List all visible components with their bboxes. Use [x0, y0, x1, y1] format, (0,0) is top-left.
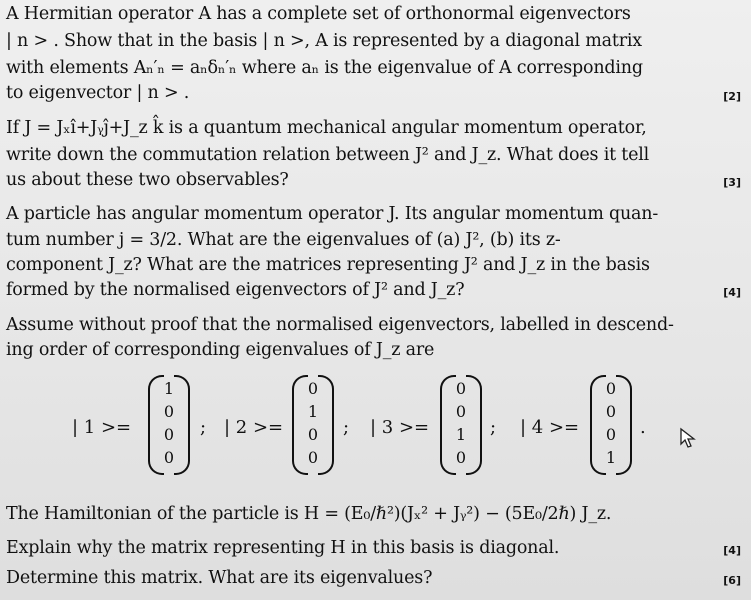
separator: . — [640, 417, 646, 438]
q1-line-4: to eigenvector | n > . — [6, 83, 190, 103]
ket-2-label: | 2 >= — [224, 417, 284, 438]
separator: ; — [200, 417, 207, 438]
component: 1 — [455, 425, 467, 444]
component: 1 — [163, 379, 175, 398]
q1-line-3: with elements Aₙ′ₙ = aₙδₙ′ₙ where aₙ is the eigenvalue of A corresponding — [6, 58, 643, 78]
separator: ; — [490, 417, 497, 438]
q1-mark: [2] — [723, 90, 741, 103]
q5-line-2: Determine this matrix. What are its eigenvalues? — [6, 568, 433, 588]
component: 0 — [605, 425, 617, 444]
q5-line-1: Explain why the matrix representing H in this basis is diagonal. — [6, 538, 560, 558]
component: 0 — [605, 402, 617, 421]
q5-mark-2: [6] — [723, 574, 741, 587]
component: 0 — [163, 402, 175, 421]
mouse-pointer-icon — [679, 427, 697, 449]
component: 0 — [307, 425, 319, 444]
separator: ; — [343, 417, 350, 438]
component: 0 — [163, 425, 175, 444]
q3-line-3: component J_z? What are the matrices representing J² and J_z in the basis — [6, 255, 650, 275]
eigenvector-2 — [292, 375, 334, 475]
q2-mark: [3] — [723, 176, 741, 189]
q3-line-4: formed by the normalised eigenvectors of J² and J_z? — [6, 280, 465, 300]
component: 1 — [307, 402, 319, 421]
q2-line-1: If J = Jₓî+Jᵧĵ+J_z k̂ is a quantum mechanical angular momentum operator, — [6, 118, 647, 138]
eigenvector-4 — [590, 375, 632, 475]
ket-3-label: | 3 >= — [370, 417, 430, 438]
component: 1 — [605, 448, 617, 467]
ket-1-label: | 1 >= — [72, 417, 132, 438]
eigenvector-3 — [440, 375, 482, 475]
q3-line-2: tum number j = 3/2. What are the eigenvalues of (a) J², (b) its z- — [6, 230, 561, 250]
component: 0 — [455, 448, 467, 467]
q3-line-1: A particle has angular momentum operator J. Its angular momentum quan- — [6, 204, 659, 224]
q3-mark: [4] — [723, 286, 741, 299]
component: 0 — [307, 379, 319, 398]
q1-line-2: | n > . Show that in the basis | n >, A is represented by a diagonal matrix — [6, 31, 642, 51]
eigenvector-row — [0, 375, 751, 475]
q5-mark-1: [4] — [723, 544, 741, 557]
component: 0 — [455, 402, 467, 421]
component: 0 — [605, 379, 617, 398]
eigenvector-1 — [148, 375, 190, 475]
ket-4-label: | 4 >= — [520, 417, 580, 438]
q2-line-2: write down the commutation relation between J² and J_z. What does it tell — [6, 145, 650, 165]
component: 0 — [307, 448, 319, 467]
q2-line-3: us about these two observables? — [6, 170, 289, 190]
component: 0 — [163, 448, 175, 467]
q4-line-2: ing order of corresponding eigenvalues of J_z are — [6, 340, 435, 360]
hamiltonian-line: The Hamiltonian of the particle is H = (E₀/ℏ²)(Jₓ² + Jᵧ²) − (5E₀/2ℏ) J_z. — [6, 504, 612, 524]
component: 0 — [455, 379, 467, 398]
q4-line-1: Assume without proof that the normalised eigenvectors, labelled in descend- — [6, 315, 674, 335]
q1-line-1: A Hermitian operator A has a complete set of orthonormal eigenvectors — [6, 4, 631, 24]
